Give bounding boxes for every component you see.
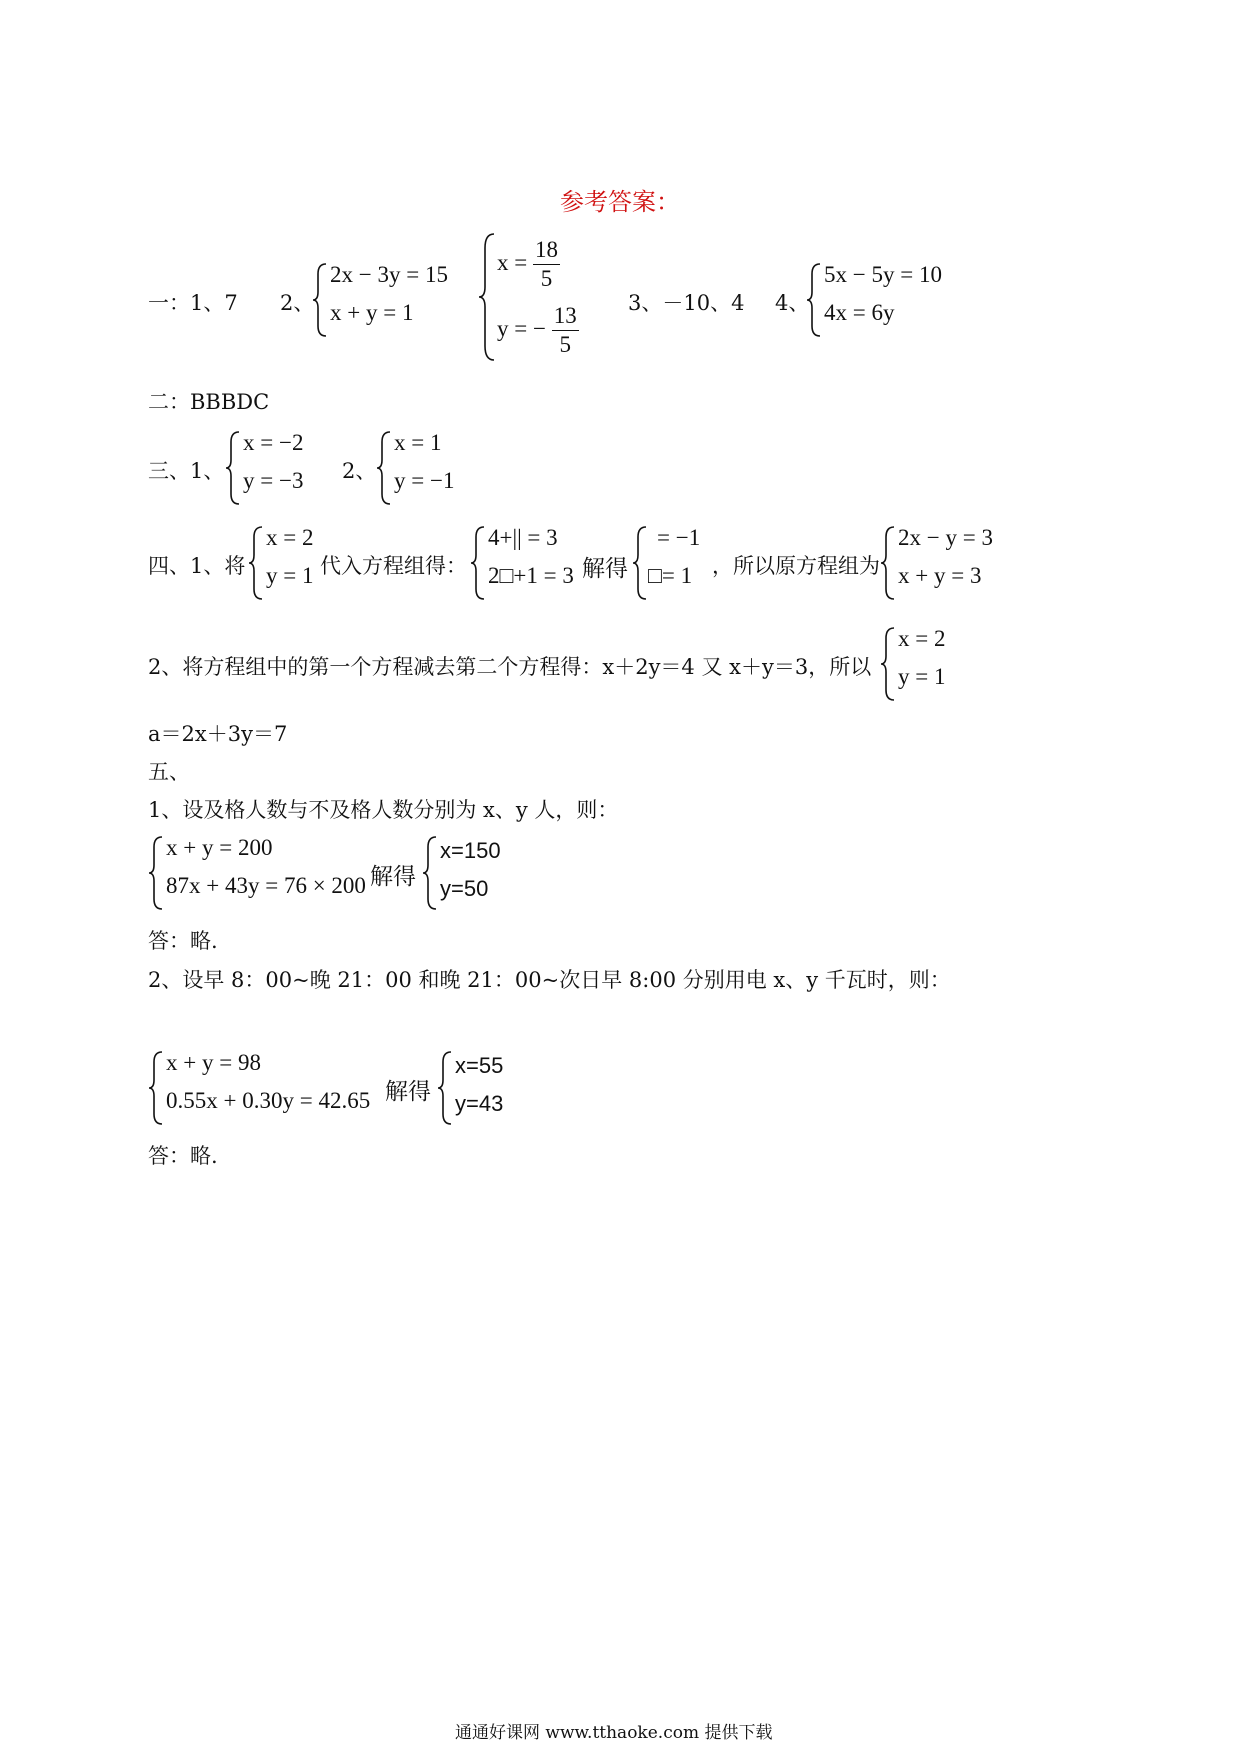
brace-icon — [248, 525, 266, 601]
section1-q3: 3、－10、4 — [628, 291, 745, 315]
section5-p2-eq1: x + y = 98 — [166, 1050, 261, 1075]
brace-icon — [478, 232, 498, 362]
section3-sys2-eq2: y = −1 — [394, 468, 455, 493]
section5-p1-answer: 答：略. — [148, 929, 218, 953]
brace-icon — [880, 626, 898, 702]
section4-line2: 2、将方程组中的第一个方程减去第二个方程得：x＋2y＝4 又 x＋y＝3，所以 — [148, 655, 872, 679]
section4-sys2-eq1: 4+|| = 3 — [488, 525, 558, 550]
section2-text: 二：BBBDC — [148, 390, 270, 414]
brace-icon — [880, 525, 898, 601]
section1-q2-label: 2、 — [280, 291, 315, 315]
section4-text2: 解得 — [582, 556, 628, 582]
section5-p1-eq2: 87x + 43y = 76 × 200 — [166, 873, 366, 898]
section4-sys4-eq1: 2x − y = 3 — [898, 525, 993, 550]
section3-sys1-eq2: y = −3 — [243, 468, 304, 493]
section3-sys2-eq1: x = 1 — [394, 430, 442, 455]
brace-icon — [437, 1050, 455, 1126]
section4-sys3-eq1: = −1 — [657, 525, 701, 550]
section4-sys5-eq2: y = 1 — [898, 664, 946, 689]
section4-sys3-eq2: □= 1 — [648, 563, 693, 588]
section1-q4-eq1: 5x − 5y = 10 — [824, 262, 942, 287]
section5-p2-solve: 解得 — [385, 1079, 431, 1105]
section5-p1: 1、设及格人数与不及格人数分别为 x、y 人，则： — [148, 798, 619, 822]
brace-icon — [225, 430, 243, 506]
section4-sys2-eq2: 2□+1 = 3 — [488, 563, 574, 588]
section4-sys1-eq2: y = 1 — [266, 563, 314, 588]
section5-p1-solve: 解得 — [370, 864, 416, 890]
section3-label: 三、1、 — [148, 459, 225, 483]
section4-sys5-eq1: x = 2 — [898, 626, 946, 651]
brace-icon — [376, 430, 394, 506]
brace-icon — [470, 525, 488, 601]
section4-label: 四、1、将 — [148, 554, 246, 578]
section5-p2-ans2: y=43 — [455, 1091, 504, 1116]
section4-sys1-eq1: x = 2 — [266, 525, 314, 550]
section4-sys4-eq2: x + y = 3 — [898, 563, 982, 588]
section5-p2: 2、设早 8：00~晚 21：00 和晚 21：00~次日早 8:00 分别用电 x、y 千瓦时，则： — [148, 968, 951, 992]
section1-q2-eq1: 2x − 3y = 15 — [330, 262, 448, 287]
section4-text3: ，所以原方程组为 — [712, 554, 880, 578]
section5-p2-ans1: x=55 — [455, 1053, 504, 1078]
page-title: 参考答案： — [560, 188, 680, 216]
section5-label: 五、 — [148, 760, 190, 784]
section1-q2-sol-y: y = − $\frac{13}{5}$ — [497, 303, 577, 357]
section1-q2-sol-x: x = $\frac{18}{5}$ — [497, 237, 558, 291]
section3-sys1-eq1: x = −2 — [243, 430, 304, 455]
section5-p2-answer: 答：略. — [148, 1144, 218, 1168]
brace-icon — [148, 1050, 166, 1126]
section1-label: 一：1、7 — [148, 291, 238, 315]
section5-p1-eq1: x + y = 200 — [166, 835, 273, 860]
page-footer: 通通好课网 www.tthaoke.com 提供下载 — [455, 1723, 773, 1743]
section4-line3: a＝2x＋3y＝7 — [148, 722, 288, 746]
section1-q4-label: 4、 — [775, 291, 810, 315]
section5-p1-ans2: y=50 — [440, 876, 489, 901]
brace-icon — [422, 835, 440, 911]
section1-q4-eq2: 4x = 6y — [824, 300, 895, 325]
section3-label2: 2、 — [342, 459, 377, 483]
brace-icon — [312, 262, 330, 338]
brace-icon — [806, 262, 824, 338]
section1-q2-eq2: x + y = 1 — [330, 300, 414, 325]
section5-p1-ans1: x=150 — [440, 838, 501, 863]
brace-icon — [148, 835, 166, 911]
section5-p2-eq2: 0.55x + 0.30y = 42.65 — [166, 1088, 371, 1113]
section4-text1: 代入方程组得： — [320, 554, 467, 578]
